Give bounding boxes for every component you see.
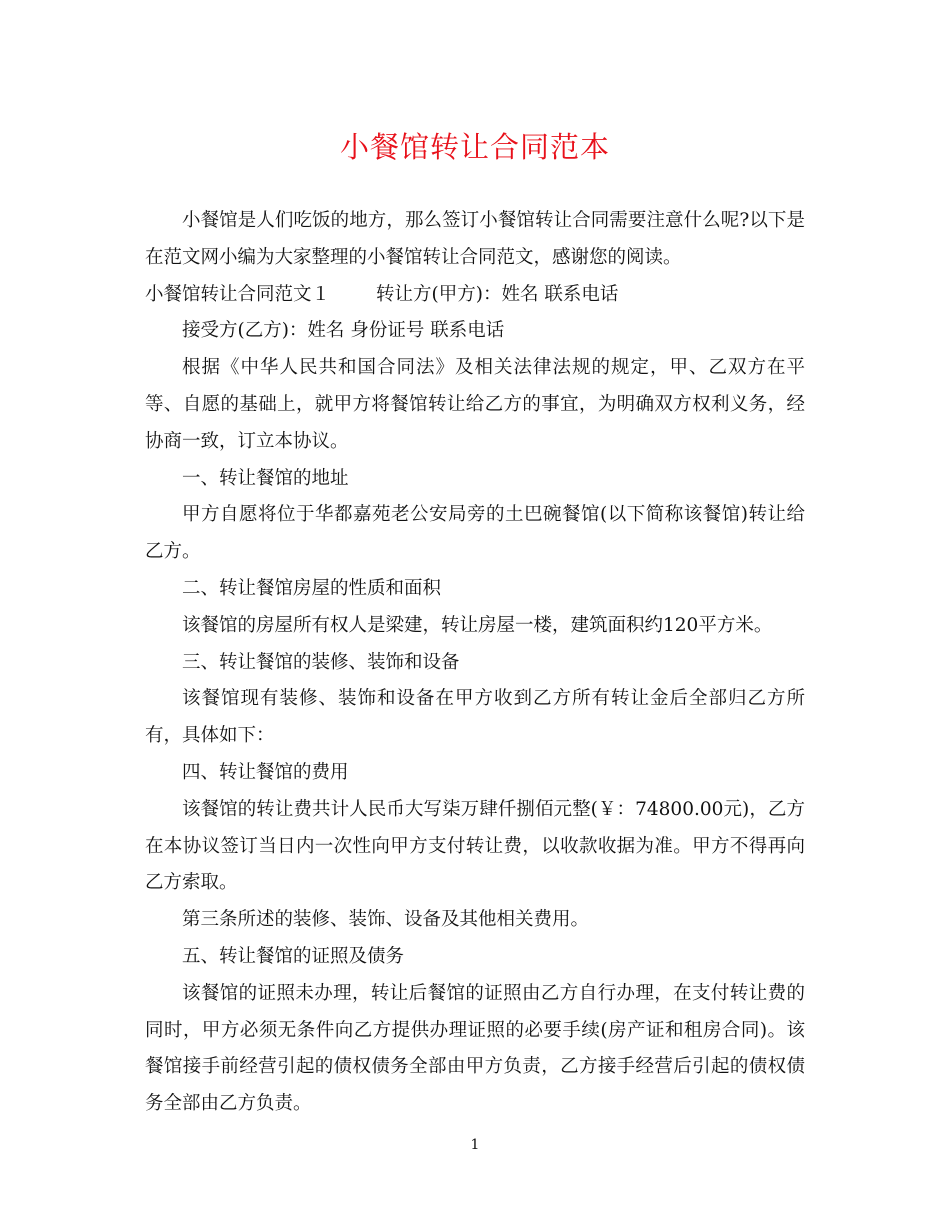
section-4-heading: 四、转让餐馆的费用 bbox=[182, 761, 349, 783]
section-5-heading: 五、转让餐馆的证照及债务 bbox=[182, 945, 405, 967]
party-a-line: 转让方(甲方)：姓名 联系电话 bbox=[376, 283, 619, 305]
page-number: 1 bbox=[470, 1137, 480, 1153]
section-4-paragraph: 该餐馆的转让费共计人民币大写柒万肆仟捌佰元整(￥：74800.00元)，乙方在本协议签订当日内一次性向甲方支付转让费，以收款收据为准。甲方不得再向乙方索取。 bbox=[145, 798, 805, 894]
section-1-paragraph: 甲方自愿将位于华都嘉苑老公安局旁的土巴碗餐馆(以下简称该餐馆)转让给乙方。 bbox=[145, 504, 805, 563]
preamble-paragraph: 根据《中华人民共和国合同法》及相关法律法规的规定，甲、乙双方在平等、自愿的基础上，就甲方将餐馆转让给乙方的事宜，为明确双方权利义务，经协商一致，订立本协议。 bbox=[145, 357, 805, 452]
section-3-heading: 三、转让餐馆的装修、装饰和设备 bbox=[182, 651, 460, 673]
sample-heading: 小餐馆转让合同范文１ bbox=[145, 283, 331, 305]
section-4-paragraph-2: 第三条所述的装修、装饰、设备及其他相关费用。 bbox=[182, 909, 590, 931]
document-title: 小餐馆转让合同范本 bbox=[339, 130, 610, 164]
sample-heading-line bbox=[145, 277, 805, 314]
document-body bbox=[145, 203, 805, 1123]
section-1-heading: 一、转让餐馆的地址 bbox=[182, 467, 349, 489]
section-2-paragraph: 该餐馆的房屋所有权人是梁建，转让房屋一楼，建筑面积约120平方米。 bbox=[182, 614, 773, 636]
section-5-paragraph: 该餐馆的证照未办理，转让后餐馆的证照由乙方自行办理，在支付转让费的同时，甲方必须无条件向乙方提供办理证照的必要手续(房产证和租房合同)。该餐馆接手前经营引起的债权债务全部由甲方负责，乙方接手经营后引起的债权债务全部由乙方负责。 bbox=[145, 982, 805, 1115]
section-2-heading: 二、转让餐馆房屋的性质和面积 bbox=[182, 577, 442, 599]
party-b-line: 接受方(乙方)：姓名 身份证号 联系电话 bbox=[182, 320, 505, 342]
intro-paragraph: 小餐馆是人们吃饭的地方，那么签订小餐馆转让合同需要注意什么呢?以下是在范文网小编为大家整理的小餐馆转让合同范文，感谢您的阅读。 bbox=[145, 210, 805, 268]
section-3-paragraph: 该餐馆现有装修、装饰和设备在甲方收到乙方所有转让金后全部归乙方所有，具体如下： bbox=[145, 688, 805, 747]
